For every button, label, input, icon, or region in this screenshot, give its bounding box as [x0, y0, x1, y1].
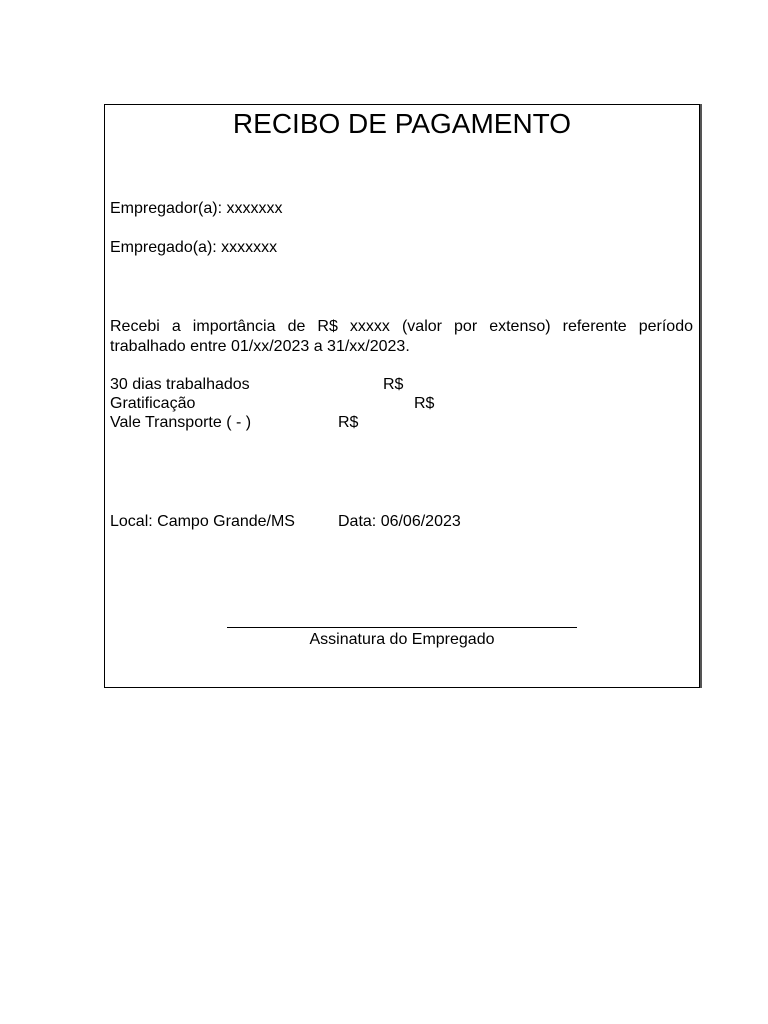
item-currency-transport: R$: [338, 414, 359, 431]
location-line: Local: Campo Grande/MS: [110, 513, 295, 530]
document-title: RECIBO DE PAGAMENTO: [232, 108, 572, 139]
payment-statement: Recebi a importância de R$ xxxxx (valor por extenso) referente período trabalhado entre 01/xx/2023 a 31/xx/2023.: [110, 318, 693, 355]
signature-line: [227, 627, 577, 628]
employer-line: Empregador(a): xxxxxxx: [110, 200, 283, 217]
item-currency-bonus: R$: [414, 395, 435, 412]
item-currency-worked-days: R$: [383, 376, 404, 393]
employee-line: Empregado(a): xxxxxxx: [110, 239, 278, 256]
item-label-worked-days: 30 dias trabalhados: [110, 376, 250, 393]
signature-label: Assinatura do Empregado: [309, 631, 495, 648]
item-label-bonus: Gratificação: [110, 395, 196, 412]
date-line: Data: 06/06/2023: [338, 513, 461, 530]
item-label-transport: Vale Transporte ( - ): [110, 414, 252, 431]
